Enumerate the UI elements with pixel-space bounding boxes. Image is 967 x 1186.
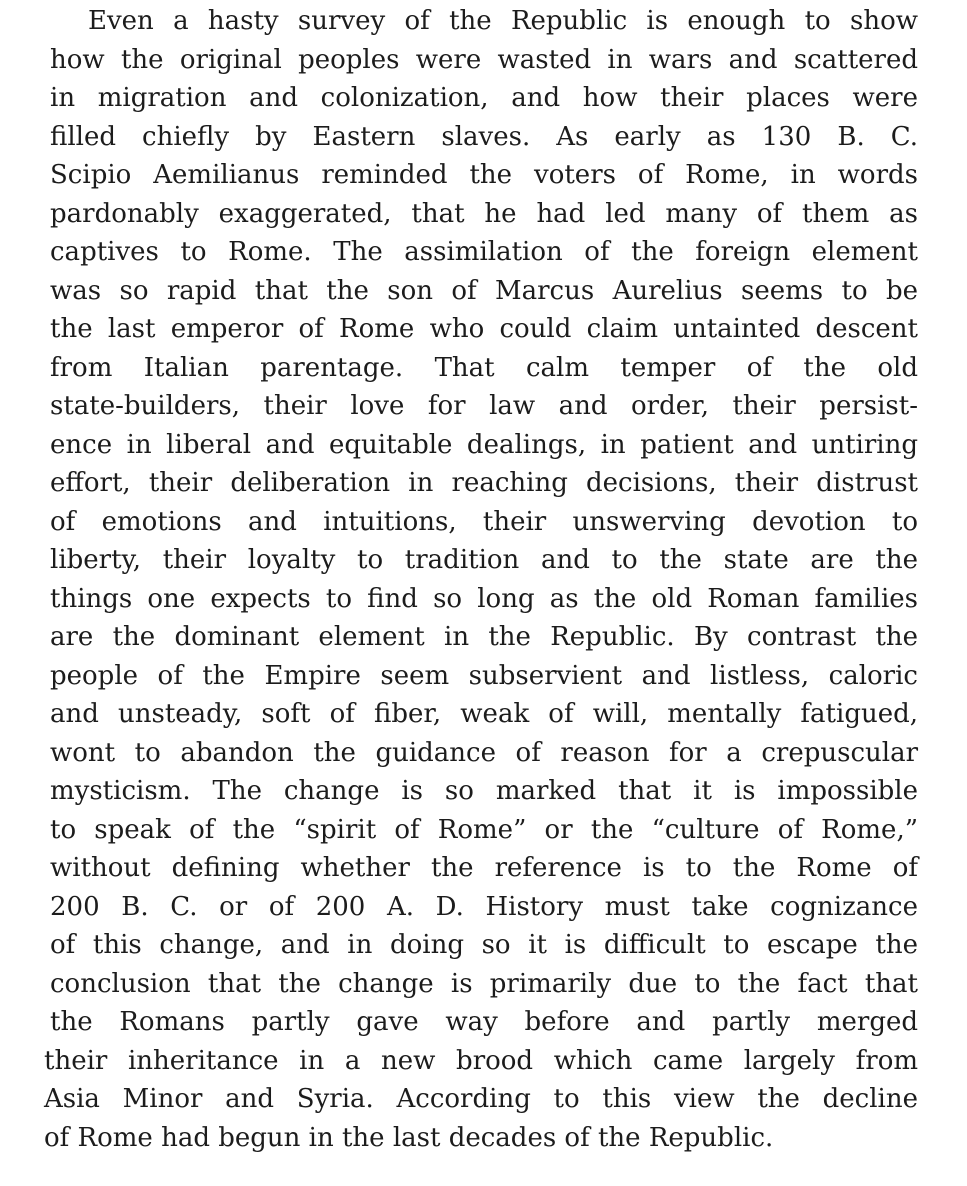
text-line: to speak of the “spirit of Rome” or the “culture of Rome,” bbox=[50, 814, 918, 845]
text-line: pardonably exaggerated, that he had led many of them as bbox=[50, 198, 918, 229]
text-line: mysticism. The change is so marked that it is impossible bbox=[50, 776, 918, 806]
text-line: was so rapid that the son of Marcus Aurelius seems to be bbox=[50, 275, 918, 306]
text-line: conclusion that the change is primarily due to the fact that bbox=[50, 968, 918, 999]
text-line: Scipio Aemilianus reminded the voters of Rome, in words bbox=[50, 160, 918, 190]
text-line: effort, their deliberation in reaching decisions, their distrust bbox=[50, 468, 918, 498]
text-line: things one expects to find so long as the old Roman families bbox=[50, 583, 918, 614]
text-line: wont to abandon the guidance of reason for a crepuscular bbox=[50, 737, 918, 768]
text-line: their inheritance in a new brood which came largely from bbox=[44, 1045, 918, 1076]
text-line: Asia Minor and Syria. According to this view the decline bbox=[44, 1084, 918, 1114]
text-line: are the dominant element in the Republic. By contrast the bbox=[50, 622, 918, 652]
text-line: 200 B. C. or of 200 A. D. History must take cognizance bbox=[50, 891, 918, 922]
text-line: the last emperor of Rome who could claim untainted descent bbox=[50, 314, 918, 344]
paragraph bbox=[44, 2, 918, 1157]
text-line: people of the Empire seem subservient and listless, caloric bbox=[50, 660, 918, 691]
text-line: state-builders, their love for law and order, their persist- bbox=[50, 391, 918, 421]
text-line: and unsteady, soft of fiber, weak of will, mentally fatigued, bbox=[50, 699, 918, 729]
text-line: liberty, their loyalty to tradition and to the state are the bbox=[50, 545, 918, 575]
text-line: the Romans partly gave way before and partly merged bbox=[50, 1007, 918, 1037]
text-line: of emotions and intuitions, their unswerving devotion to bbox=[50, 506, 918, 537]
text-line: from Italian parentage. That calm temper of the old bbox=[50, 352, 918, 383]
text-line: captives to Rome. The assimilation of the foreign element bbox=[50, 237, 918, 267]
text-line: ence in liberal and equitable dealings, in patient and untiring bbox=[50, 429, 918, 460]
text-line: filled chiefly by Eastern slaves. As early as 130 B. C. bbox=[50, 121, 918, 152]
text-line: of this change, and in doing so it is difficult to escape the bbox=[50, 930, 918, 960]
text-line: in migration and colonization, and how their places were bbox=[50, 83, 918, 113]
text-line: of Rome had begun in the last decades of the Republic. bbox=[44, 1122, 774, 1153]
text-line: Even a hasty survey of the Republic is enough to show bbox=[88, 6, 918, 36]
text-line: how the original peoples were wasted in wars and scattered bbox=[50, 44, 918, 75]
text-line: without defining whether the reference is to the Rome of bbox=[50, 853, 918, 883]
